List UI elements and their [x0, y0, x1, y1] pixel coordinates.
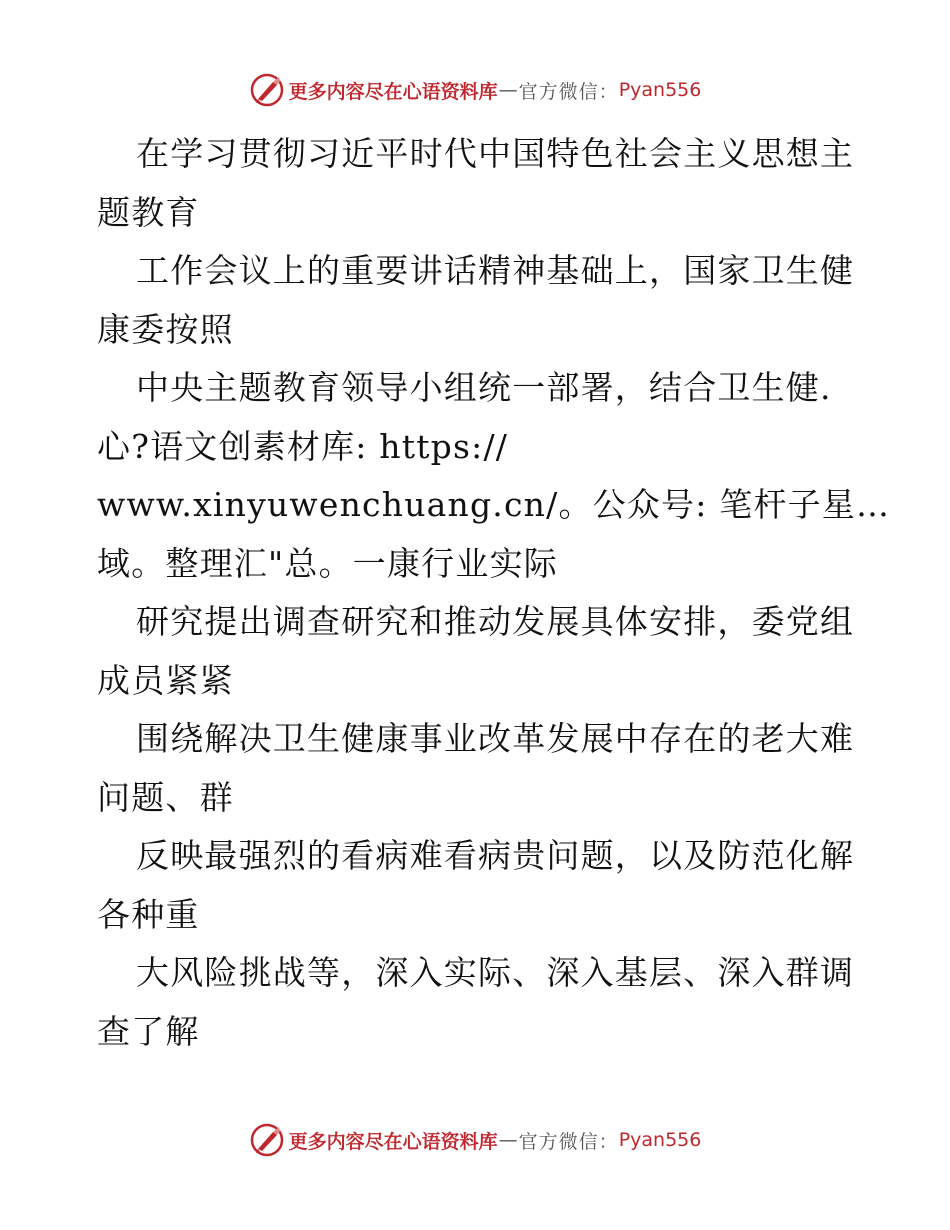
banner-official-label: 官方微信：	[518, 1130, 619, 1153]
body-line: 成员紧紧	[97, 660, 234, 700]
body-line: 域。整理汇"总。一康行业实际	[97, 543, 558, 583]
quill-logo-icon	[249, 1122, 285, 1158]
banner-title: 更多内容尽在心语资料库	[288, 80, 498, 103]
body-line: 研究提出调查研究和推动发展具体安排，委党组	[136, 602, 855, 641]
body-line: 大风险挑战等，深入实际、深入基层、深入群调	[136, 953, 855, 992]
body-line: 在学习贯彻习近平时代中国特色社会主义思想主	[136, 134, 855, 173]
body-line: 围绕解决卫生健康事业改革发展中存在的老大难	[136, 719, 855, 758]
body-line: 题教育	[97, 192, 200, 232]
banner-dash: —	[498, 1129, 518, 1151]
header-banner	[0, 70, 950, 110]
banner-title: 更多内容尽在心语资料库	[288, 1130, 498, 1153]
banner-wechat-id: Pyan556	[618, 1129, 702, 1151]
document-body	[97, 125, 891, 1061]
footer-banner	[0, 1120, 950, 1160]
banner-wechat-id: Pyan556	[618, 79, 702, 101]
body-line: 反映最强烈的看病难看病贵问题，以及防范化解	[136, 836, 855, 875]
body-line: 问题、群	[97, 777, 234, 817]
banner-dash: —	[498, 79, 518, 101]
body-line: 各种重	[97, 894, 200, 934]
banner-official-label: 官方微信：	[518, 80, 619, 103]
body-line: 中央主题教育领导小组统一部署，结合卫生健.	[136, 368, 832, 407]
body-line: www.xinyuwenchuang.cn/。公众号: 笔杆子星…	[97, 485, 891, 524]
body-line: 康委按照	[97, 309, 234, 349]
body-line: 工作会议上的重要讲话精神基础上，国家卫生健	[136, 251, 855, 290]
quill-logo-icon	[249, 72, 285, 108]
body-line: 心?语文创素材库: https://	[97, 426, 509, 466]
body-line: 查了解	[97, 1011, 200, 1051]
